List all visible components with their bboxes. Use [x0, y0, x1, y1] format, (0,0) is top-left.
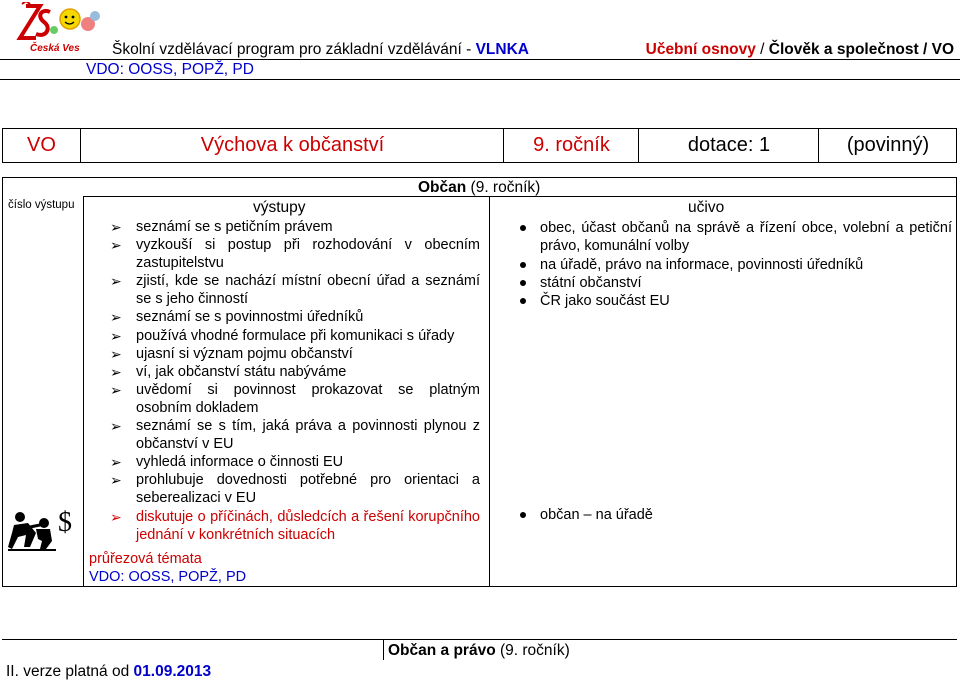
curriculum-list — [512, 219, 952, 310]
logo-sun-icon — [60, 9, 80, 29]
footer-divider — [383, 639, 384, 660]
list-item: ➢ uvědomí si povinnost prokazovat se platným osobním dokladem — [110, 381, 480, 417]
table-column-divider — [83, 196, 84, 586]
subject-status: (povinný) — [818, 129, 957, 162]
column-header-curriculum: učivo — [688, 199, 725, 216]
breadcrumb-syllabus: Učební osnovy — [645, 41, 756, 58]
list-item: ➢ prohlubuje dovednosti potřebné pro orientaci a seberealizaci v EU — [110, 471, 480, 507]
subject-name: Výchova k občanství — [80, 129, 504, 162]
list-item: státní občanství — [512, 274, 952, 292]
version-info — [6, 663, 211, 681]
list-item: ➢ používá vhodné formulace při komunikaci s úřady — [110, 327, 480, 345]
list-item-highlighted: ➢ diskutuje o příčinách, důsledcích a řešení korupčního jednání v konkrétních situacích — [110, 508, 480, 544]
list-item: občan – na úřadě — [512, 506, 952, 524]
list-item: ➢ ví, jak občanství státu nabýváme — [110, 363, 480, 381]
list-item: ➢ vyhledá informace o činnosti EU — [110, 453, 480, 471]
header-cross-topics: VDO: OOSS, POPŽ, PD — [86, 61, 254, 78]
column-header-number: číslo výstupu — [8, 199, 75, 211]
curriculum-list-extra — [512, 506, 952, 524]
list-item: ➢ seznámí se s povinnostmi úředníků — [110, 308, 480, 326]
theme-title-main: Občan — [418, 179, 467, 196]
version-date: 01.09.2013 — [133, 663, 212, 680]
program-title — [112, 41, 529, 59]
subject-grade: 9. ročník — [503, 129, 639, 162]
subject-hours: dotace: 1 — [638, 129, 819, 162]
cross-topics-value: VDO: OOSS, POPŽ, PD — [89, 569, 247, 585]
footer-rule — [2, 639, 957, 640]
list-item: ➢ vyzkouší si postup při rozhodování v obecním zastupitelstvu — [110, 236, 480, 272]
subject-table — [2, 128, 957, 163]
list-item: obec, účast občanů na správě a řízení obce, volební a petiční právo, komunální volby — [512, 219, 952, 256]
breadcrumb-separator: / — [755, 41, 769, 58]
list-item: ČR jako součást EU — [512, 292, 952, 310]
svg-text:$: $ — [58, 507, 72, 538]
breadcrumb — [646, 41, 954, 59]
school-logo — [6, 2, 104, 54]
program-name: VLNKA — [475, 41, 529, 58]
header-rule — [0, 59, 960, 60]
theme-title — [418, 179, 540, 197]
list-item: ➢ zjistí, kde se nachází místní obecní úřad a seznámí se s jeho činností — [110, 272, 480, 308]
breadcrumb-area: Člověk a společnost / VO — [768, 41, 954, 58]
next-theme-title — [388, 642, 570, 660]
cross-topics-heading: průřezová témata — [89, 551, 202, 567]
list-item: ➢ ujasní si význam pojmu občanství — [110, 345, 480, 363]
header-rule-bottom — [0, 79, 960, 80]
subject-code: VO — [27, 134, 56, 156]
next-theme-main: Občan a právo — [388, 642, 496, 659]
outcomes-list — [110, 218, 480, 544]
column-header-outcomes: výstupy — [253, 199, 306, 216]
list-item: ➢ seznámí se s petičním právem — [110, 218, 480, 236]
table-column-divider — [489, 196, 490, 586]
logo-text: Česká Ves — [30, 43, 80, 54]
next-theme-grade: (9. ročník) — [495, 642, 570, 659]
version-prefix: II. verze platná od — [6, 663, 134, 680]
theme-title-grade: (9. ročník) — [466, 179, 541, 196]
list-item: ➢ seznámí se s tím, jaká práva a povinnosti plynou z občanství v EU — [110, 417, 480, 453]
list-item: na úřadě, právo na informace, povinnosti úředníků — [512, 256, 952, 274]
corruption-money-icon — [6, 503, 78, 553]
program-text: Školní vzdělávací program pro základní vzdělávání - — [112, 41, 476, 58]
